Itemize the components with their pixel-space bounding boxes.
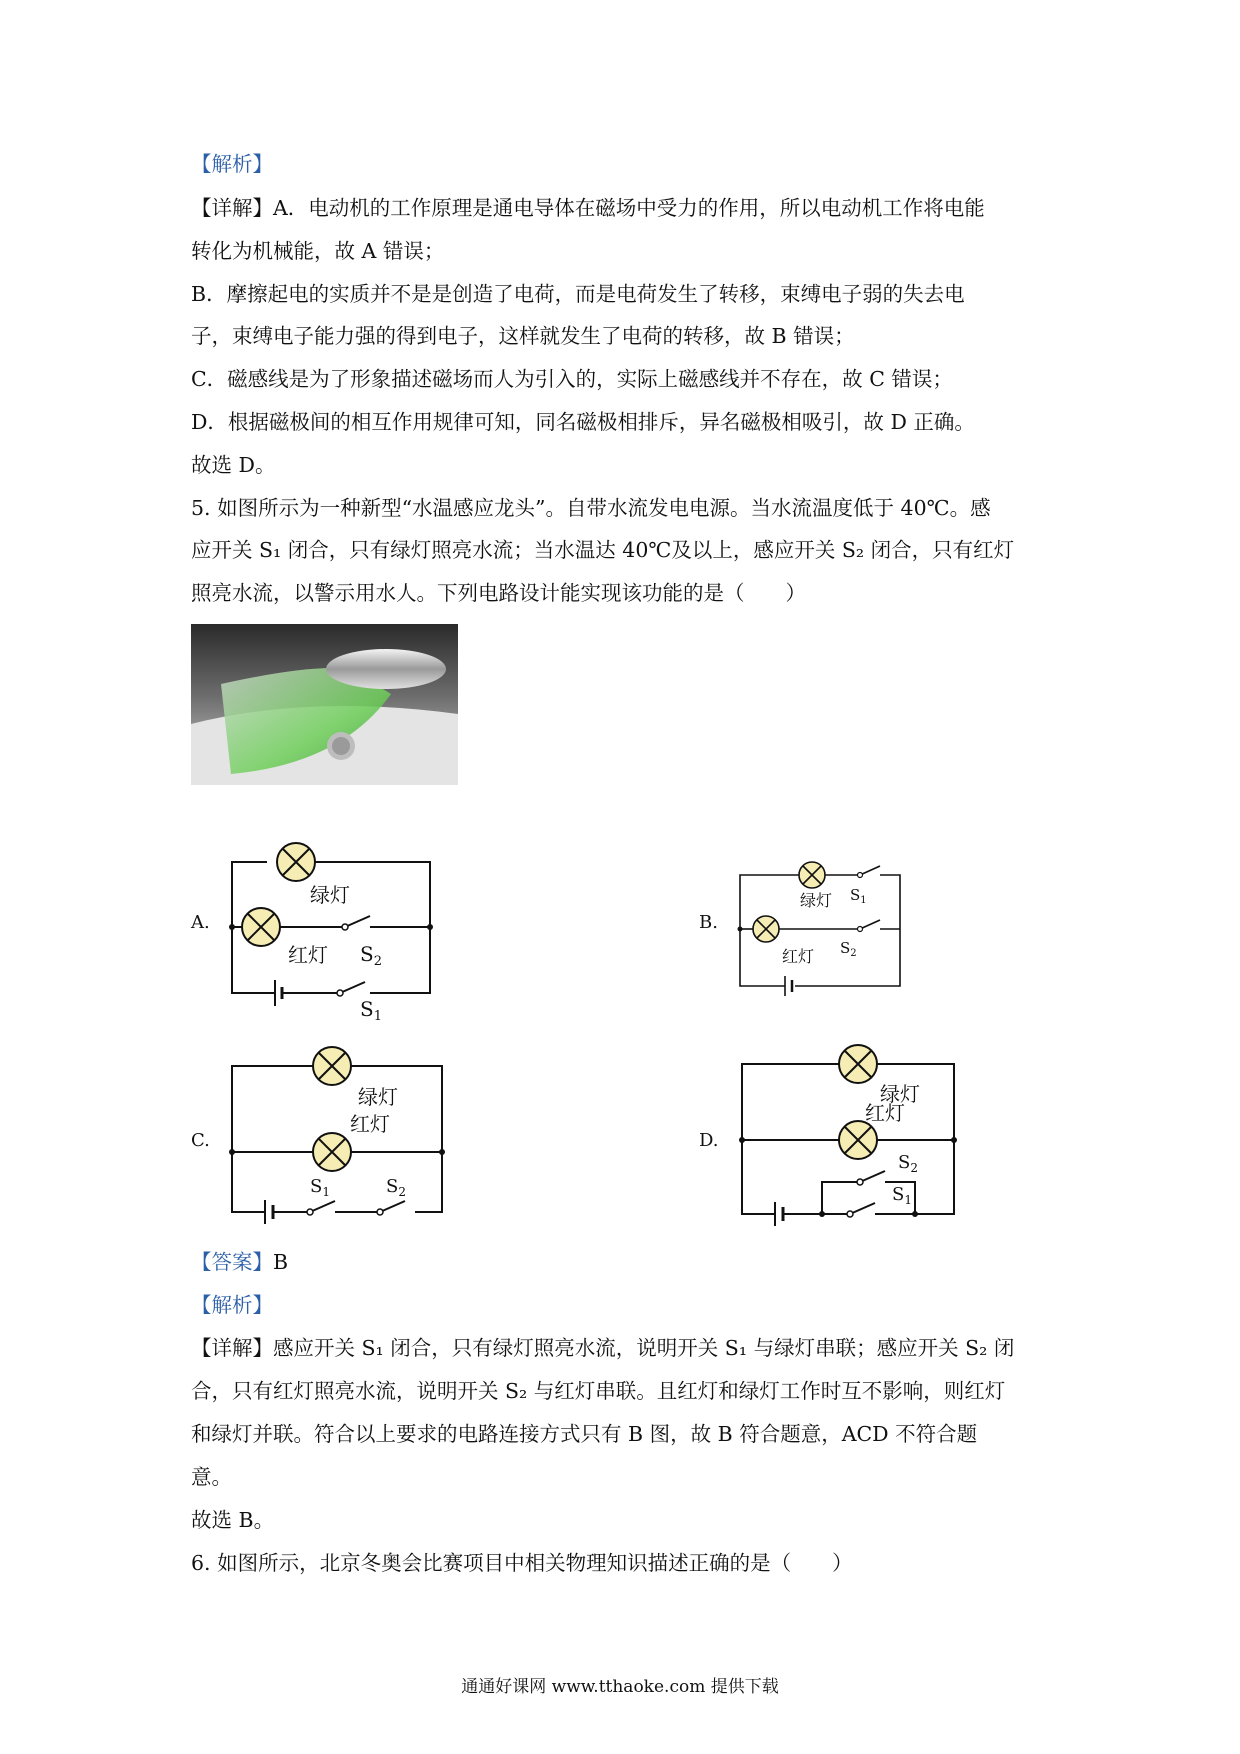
line-19: 6. 如图所示，北京冬奥会比赛项目中相关物理知识描述正确的是（ ） bbox=[191, 1551, 853, 1575]
line-6: C．磁感线是为了形象描述磁场而人为引入的，实际上磁感线并不存在，故 C 错误； bbox=[191, 367, 953, 391]
svg-text:绿灯: 绿灯 bbox=[358, 1085, 398, 1109]
svg-text:S1: $S_1$ bbox=[360, 997, 382, 1020]
svg-text:红灯: 红灯 bbox=[782, 947, 815, 966]
circuit-c bbox=[220, 1040, 460, 1240]
svg-text:S1: $S_1$ bbox=[310, 1176, 330, 1199]
answer-line: 【答案】B bbox=[191, 1250, 289, 1274]
circuit-b bbox=[730, 856, 910, 1006]
line-5: 子，束缚电子能力强的得到电子，这样就发生了电荷的转移，故 B 错误； bbox=[191, 324, 855, 348]
svg-text:红灯: 红灯 bbox=[350, 1112, 390, 1136]
line-7: D．根据磁极间的相互作用规律可知，同名磁极相排斥，异名磁极相吸引，故 D 正确。 bbox=[191, 410, 975, 434]
svg-text:S2: $S_2$ bbox=[360, 942, 382, 969]
line-1: 【解析】 bbox=[191, 152, 273, 176]
line-2: 【详解】A．电动机的工作原理是通电导体在磁场中受力的作用，所以电动机工作将电能 bbox=[191, 196, 985, 220]
line-4: B．摩擦起电的实质并不是是创造了电荷，而是电荷发生了转移，束缚电子弱的失去电 bbox=[191, 282, 965, 306]
option-b-label: B. bbox=[699, 912, 718, 933]
svg-text:S2: $S_2$ bbox=[386, 1176, 406, 1199]
line-3: 转化为机械能，故 A 错误； bbox=[191, 239, 445, 263]
circuit-a bbox=[220, 830, 460, 1020]
svg-text:红灯: 红灯 bbox=[865, 1101, 905, 1125]
line-15: 合，只有红灯照亮水流，说明开关 S₂ 与红灯串联。且红灯和绿灯工作时互不影响，则红灯 bbox=[191, 1379, 1006, 1403]
svg-text:红灯: 红灯 bbox=[288, 943, 328, 967]
svg-text:S2: $S_2$ bbox=[840, 939, 857, 959]
svg-text:S2: $S_2$ bbox=[898, 1152, 918, 1175]
line-18: 故选 B。 bbox=[191, 1508, 275, 1532]
circuit-d bbox=[730, 1034, 970, 1234]
faucet-photo bbox=[191, 624, 458, 785]
svg-text:S1: $S_1$ bbox=[850, 886, 867, 906]
option-d-label: D. bbox=[699, 1130, 719, 1151]
line-10: 应开关 S₁ 闭合，只有绿灯照亮水流；当水温达 40℃及以上，感应开关 S₂ 闭合，只有红灯 bbox=[191, 538, 1015, 562]
svg-text:S1: $S_1$ bbox=[892, 1184, 912, 1207]
line-13: 【解析】 bbox=[191, 1293, 273, 1317]
line-16: 和绿灯并联。符合以上要求的电路连接方式只有 B 图，故 B 符合题意，ACD 不符合题 bbox=[191, 1422, 978, 1446]
line-17: 意。 bbox=[191, 1465, 232, 1489]
page-footer: 通通好课网 www.tthaoke.com 提供下载 bbox=[461, 1677, 779, 1697]
line-11: 照亮水流，以警示用水人。下列电路设计能实现该功能的是（ ） bbox=[191, 581, 806, 605]
svg-text:绿灯: 绿灯 bbox=[880, 1082, 920, 1106]
line-8: 故选 D。 bbox=[191, 453, 276, 477]
option-c-label: C. bbox=[191, 1130, 210, 1151]
svg-text:绿灯: 绿灯 bbox=[310, 883, 350, 907]
line-9: 5. 如图所示为一种新型“水温感应龙头”。自带水流发电电源。当水流温度低于 40℃。感 bbox=[191, 496, 991, 520]
line-14: 【详解】感应开关 S₁ 闭合，只有绿灯照亮水流，说明开关 S₁ 与绿灯串联；感应开关 S₂ 闭 bbox=[191, 1336, 1015, 1360]
svg-text:绿灯: 绿灯 bbox=[800, 891, 833, 910]
option-a-label: A. bbox=[191, 912, 210, 933]
